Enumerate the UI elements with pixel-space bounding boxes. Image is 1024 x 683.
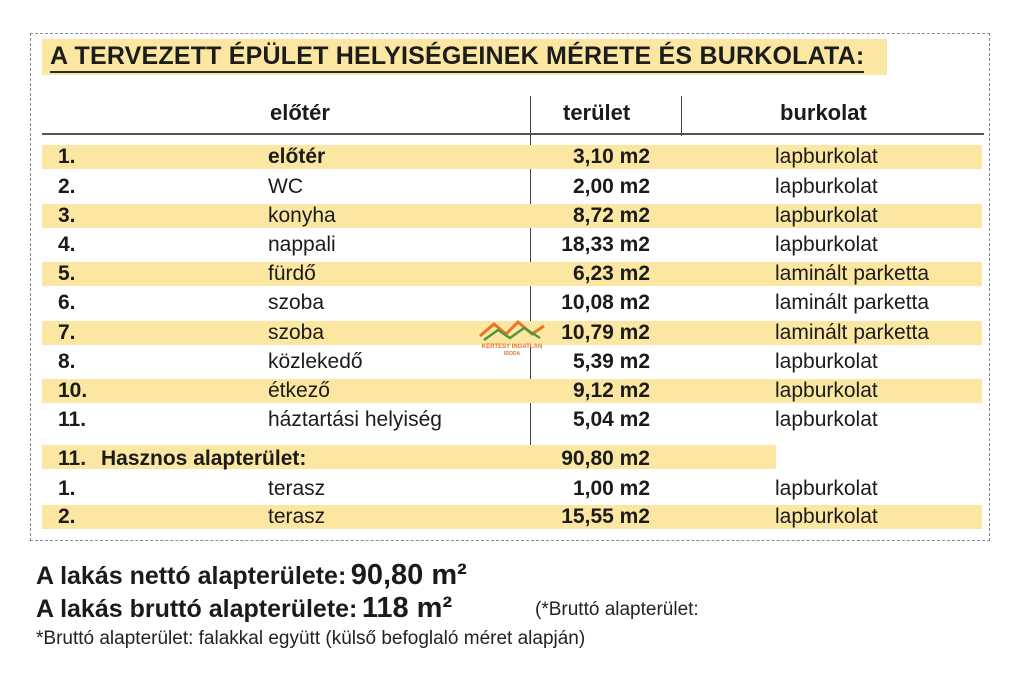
header-divider xyxy=(42,133,984,135)
row-room: nappali xyxy=(268,233,336,256)
row-cover: lapburkolat xyxy=(775,408,878,431)
row-cover: lapburkolat xyxy=(775,175,878,198)
row-area: 18,33 m2 xyxy=(561,233,650,256)
row-cover: laminált parketta xyxy=(775,321,930,344)
row-number: 2. xyxy=(58,505,76,528)
row-area: 15,55 m2 xyxy=(561,505,650,528)
subtotal-number: 11. xyxy=(58,447,87,470)
column-divider-2 xyxy=(681,96,682,136)
row-number: 1. xyxy=(58,477,76,500)
row-area: 5,39 m2 xyxy=(572,350,650,373)
row-room: szoba xyxy=(268,321,325,344)
row-room: terasz xyxy=(268,505,326,528)
row-room: közlekedő xyxy=(268,350,363,373)
row-area: 2,00 m2 xyxy=(572,175,650,198)
gross-area-line xyxy=(36,592,452,625)
row-number: 3. xyxy=(58,204,76,227)
net-area-label: A lakás nettó alapterülete: xyxy=(36,562,347,590)
row-number: 4. xyxy=(58,233,76,256)
row-area: 6,23 m2 xyxy=(572,262,650,285)
header-area: terület xyxy=(563,100,631,125)
row-room: terasz xyxy=(268,477,326,500)
kertesy-logo xyxy=(476,318,548,358)
gross-area-value: 118 m² xyxy=(361,592,453,624)
logo-text-2: IRODA xyxy=(503,351,521,357)
row-cover: laminált parketta xyxy=(775,262,930,285)
row-area: 5,04 m2 xyxy=(572,408,650,431)
row-number: 5. xyxy=(58,262,76,285)
row-room: konyha xyxy=(268,204,336,227)
row-cover: lapburkolat xyxy=(775,204,878,227)
row-cover: lapburkolat xyxy=(775,233,878,256)
row-area: 3,10 m2 xyxy=(572,145,650,168)
footnote: *Bruttó alapterület: falakkal együtt (külső befoglaló méret alapján) xyxy=(36,628,586,649)
row-cover: laminált parketta xyxy=(775,291,930,314)
row-cover: lapburkolat xyxy=(775,505,878,528)
page-title: A TERVEZETT ÉPÜLET HELYISÉGEINEK MÉRETE ÉS BURKOLATA: xyxy=(50,43,864,73)
row-number: 7. xyxy=(58,321,76,344)
row-number: 1. xyxy=(58,145,76,168)
row-room: étkező xyxy=(268,379,330,402)
row-area: 1,00 m2 xyxy=(572,477,650,500)
row-cover: lapburkolat xyxy=(775,145,878,168)
net-area-line xyxy=(36,559,467,592)
row-area: 8,72 m2 xyxy=(572,204,650,227)
logo-text-1: KERTESY INGATLAN xyxy=(481,344,543,350)
header-cover: burkolat xyxy=(780,100,867,125)
gross-area-note: (*Bruttó alapterület: xyxy=(535,599,699,620)
row-number: 6. xyxy=(58,291,76,314)
row-cover: lapburkolat xyxy=(775,477,878,500)
row-room: fürdő xyxy=(268,262,316,285)
row-room: előtér xyxy=(268,145,326,168)
header-room: előtér xyxy=(270,100,330,125)
row-cover: lapburkolat xyxy=(775,379,878,402)
row-room: szoba xyxy=(268,291,325,314)
row-number: 10. xyxy=(58,379,88,402)
row-area: 10,79 m2 xyxy=(561,321,650,344)
row-room: háztartási helyiség xyxy=(268,408,442,431)
gross-area-label: A lakás bruttó alapterülete: xyxy=(36,595,358,623)
row-room: WC xyxy=(268,175,303,198)
subtotal-label: Hasznos alapterület: xyxy=(101,447,307,470)
row-number: 2. xyxy=(58,175,76,198)
subtotal-area: 90,80 m2 xyxy=(561,447,650,470)
row-area: 9,12 m2 xyxy=(572,379,650,402)
row-cover: lapburkolat xyxy=(775,350,878,373)
row-area: 10,08 m2 xyxy=(561,291,650,314)
row-number: 11. xyxy=(58,408,87,431)
net-area-value: 90,80 m² xyxy=(350,559,467,591)
row-number: 8. xyxy=(58,350,76,373)
